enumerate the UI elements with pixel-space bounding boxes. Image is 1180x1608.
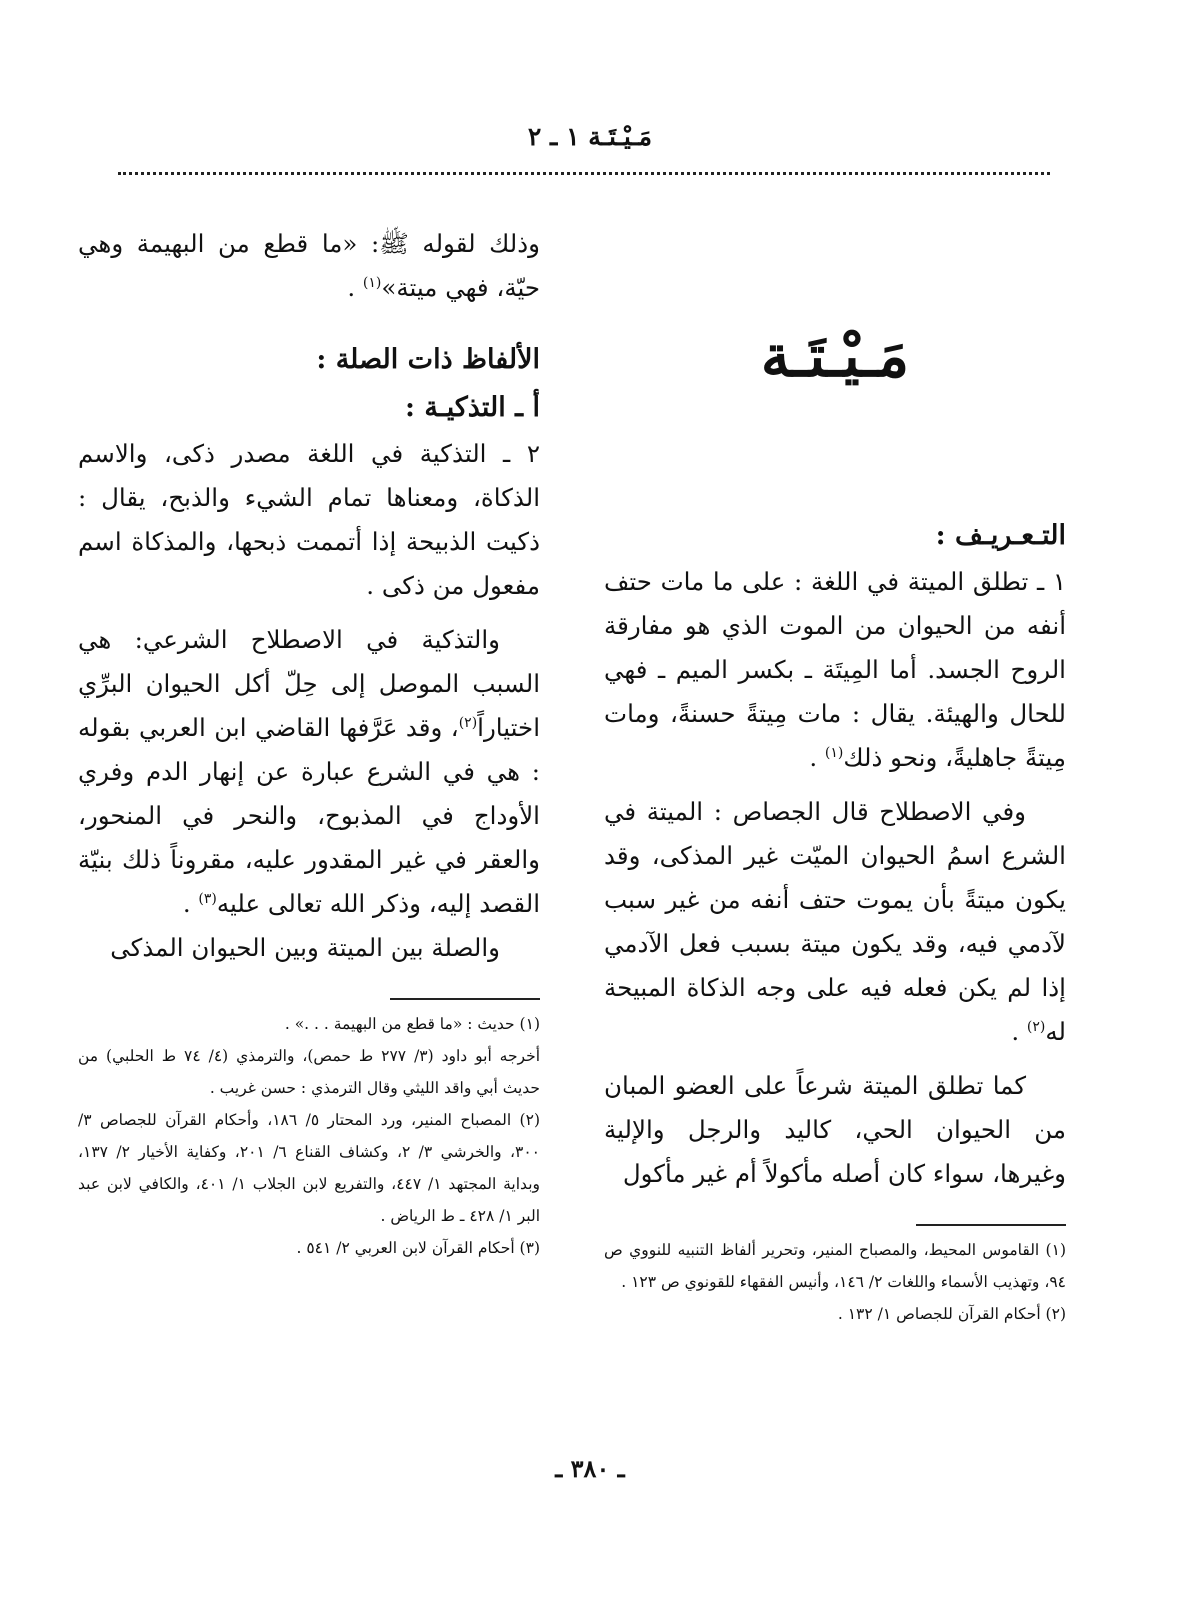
footnote-1-continued: أخرجه أبو داود (٣/ ٢٧٧ ط حمص)، والترمذي (٤/ ٧٤ ط الحلبي) من حديث أبي واقد الليثي وقال الترمذي : حسن غريب . xyxy=(78,1047,541,1097)
paragraph-end: . xyxy=(1011,1017,1027,1046)
footnote-2: (٢) المصباح المنير، ورد المحتار ٥/ ١٨٦، وأحكام القرآن للجصاص ٣/ ٣٠٠، والخرشي ٣/ ٢، وكشاف القناع ٦/ ٢٠١، وكفاية الأخيار ٢/ ١٣٧، وبداية المجتهد ١/ ٤٤٧، والتفريع لابن الجلاب ١/ ٤٠١، والكافي لابن عبد البر ١/ ٤٢٨ ـ ط الرياض . xyxy=(78,1111,540,1225)
footnote-ref[interactable]: (٣) xyxy=(198,890,217,907)
footnote-1: (١) القاموس المحيط، والمصباح المنير، وتحرير ألفاظ التنبيه للنووي ص ٩٤، وتهذيب الأسماء واللغات ٢/ ١٤٦، وأنيس الفقهاء للقونوي ص ١٢٣ . xyxy=(604,1241,1066,1291)
definition-paragraph-1 xyxy=(604,560,1066,780)
footnote-3: (٣) أحكام القرآن لابن العربي ٢/ ٥٤١ . xyxy=(296,1239,540,1257)
paragraph-text: والتذكية في الاصطلاح الشرعي: هي السبب الموصل إلى حِلّ أكل الحيوان البرِّي اختياراً xyxy=(78,625,540,742)
footnote-ref[interactable]: (٢) xyxy=(1026,1018,1046,1035)
paragraph-text: ، وقد عَرَّفها القاضي ابن العربي بقوله : هي في الشرع عبارة عن إنهار الدم وفري الأوداج في المذبوح، والنحر في المنحور، والعقر في غير المقدور عليه، مقروناً ذلك بنيّة القصد إليه، وذكر الله تعالى عليه xyxy=(78,713,540,918)
hadith-paragraph xyxy=(78,222,540,310)
footnote-1: (١) حديث : «ما قطع من البهيمة . . .» . xyxy=(284,1015,540,1033)
left-column xyxy=(78,222,540,1264)
relation-paragraph: والصلة بين الميتة وبين الحيوان المذكى xyxy=(110,933,500,962)
related-terms-heading: الألفاظ ذات الصلة : xyxy=(316,344,540,375)
running-header: مَـيْـتَـة ١ ـ ٢ xyxy=(527,122,653,151)
entry-title: مَـيْـتَـة xyxy=(760,322,910,390)
footnote-ref[interactable]: (٢) xyxy=(458,714,478,731)
definition-paragraph-3: كما تطلق الميتة شرعاً على العضو المبان من الحيوان الحي، كاليد والرجل والإلية وغيرها، سواء كان أصله مأكولاً أم غير مأكول xyxy=(604,1071,1066,1188)
paragraph-text: وفي الاصطلاح قال الجصاص : الميتة في الشرع اسمُ الحيوان الميّت غير المذكى، وقد يكون ميتةً بأن يموت حتف أنفه من غير سبب لآدمي فيه، وقد يكون ميتة بسبب فعل الآدمي إذا لم يكن فعله فيه على وجه الذكاة المبيحة له xyxy=(604,797,1066,1046)
definition-heading: التـعـريـف : xyxy=(935,520,1066,551)
footnote-ref[interactable]: (١) xyxy=(824,744,844,761)
footnote-ref[interactable]: (١) xyxy=(362,274,382,291)
footnote-separator xyxy=(916,1224,1066,1226)
tadhkiya-subheading: أ ـ التذكيـة : xyxy=(404,392,540,423)
paragraph-text: ١ ـ تطلق الميتة في اللغة : على ما مات حتف أنفه من الحيوان من الموت الذي هو مفارقة الروح الجسد. أما المِيتَة ـ بكسر الميم ـ فهي للحال والهيئة. يقال : مات مِيتةً حسنةً، ومات مِيتةً جاهليةً، ونحو ذلك xyxy=(604,567,1066,772)
paragraph-text: وذلك لقوله ﷺ: «ما قطع من البهيمة وهي حيّة، فهي ميتة» xyxy=(78,229,540,302)
page-number: ـ ٣٨٠ ـ xyxy=(555,1454,625,1483)
footnote-separator xyxy=(390,998,540,1000)
paragraph-end: . xyxy=(182,889,199,918)
header-dotted-rule xyxy=(118,172,1050,175)
paragraph-end: . xyxy=(347,273,363,302)
definition-paragraph-2 xyxy=(604,790,1066,1054)
tadhkiya-paragraph-2 xyxy=(78,618,540,926)
right-column xyxy=(604,222,1066,1330)
tadhkiya-paragraph-1: ٢ ـ التذكية في اللغة مصدر ذكى، والاسم الذكاة، ومعناها تمام الشيء والذبح، يقال : ذكيت الذبيحة إذا أتممت ذبحها، والمذكاة اسم مفعول من ذكى . xyxy=(78,439,540,600)
footnote-2: (٢) أحكام القرآن للجصاص ١/ ١٣٢ . xyxy=(837,1305,1066,1323)
paragraph-end: . xyxy=(809,743,825,772)
